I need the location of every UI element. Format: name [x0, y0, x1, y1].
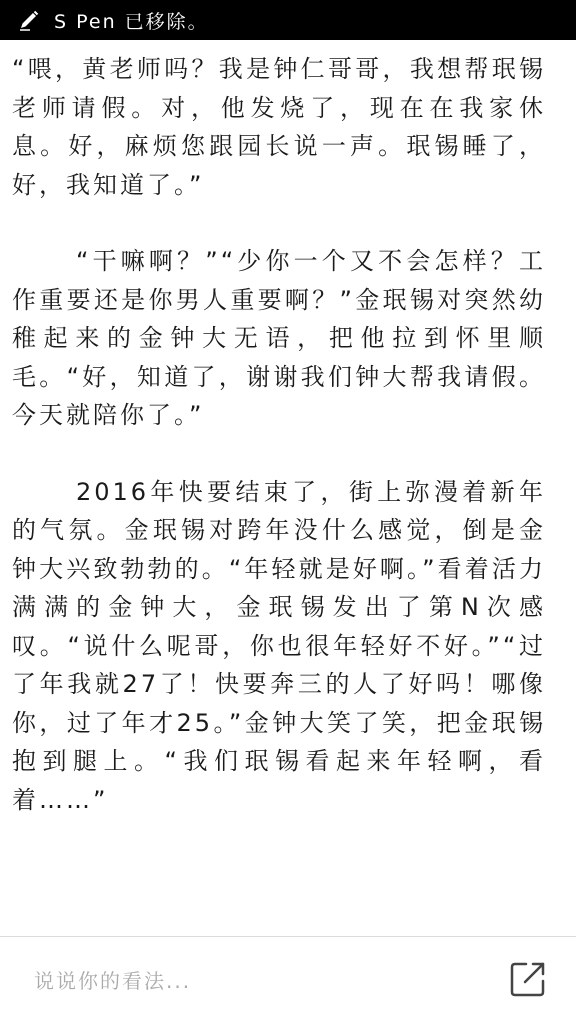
paragraph-2: “干嘛啊？”“少你一个又不会怎样？工作重要还是你男人重要啊？”金珉锡对突然幼稚起来的金钟大无语，把他拉到怀里顺毛。“好，知道了，谢谢我们钟大帮我请假。今天就陪你了。”	[12, 247, 546, 429]
status-bar	[0, 0, 576, 40]
status-message: S Pen 已移除。	[54, 10, 209, 33]
paragraph-gap	[96, 435, 546, 473]
paragraph-3: 2016年快要结束了，街上弥漫着新年的气氛。金珉锡对跨年没什么感觉，倒是金钟大兴致勃勃的。“年轻就是好啊。”看着活力满满的金钟大，金珉锡发出了第N次感叹。“说什么呢哥，你也很年轻好不好。”“过了年我就27了！快要奔三的人了好吗！哪像你，过了年才25。”金钟大笑了笑，把金珉锡抱到腿上。“我们珉锡看起来年轻啊，看着……”	[12, 477, 546, 814]
comment-input[interactable]	[34, 959, 508, 1003]
paragraph-gap	[96, 204, 546, 242]
paragraph-1: “喂，黄老师吗？我是钟仁哥哥，我想帮珉锡老师请假。对，他发烧了，现在在我家休息。好，麻烦您跟园长说一声。珉锡睡了，好，我知道了。”	[12, 55, 546, 199]
share-button[interactable]	[508, 961, 548, 1001]
pen-icon	[18, 9, 40, 31]
article-body[interactable]	[0, 40, 576, 936]
comment-bar	[0, 936, 576, 1024]
share-icon	[509, 960, 547, 1002]
